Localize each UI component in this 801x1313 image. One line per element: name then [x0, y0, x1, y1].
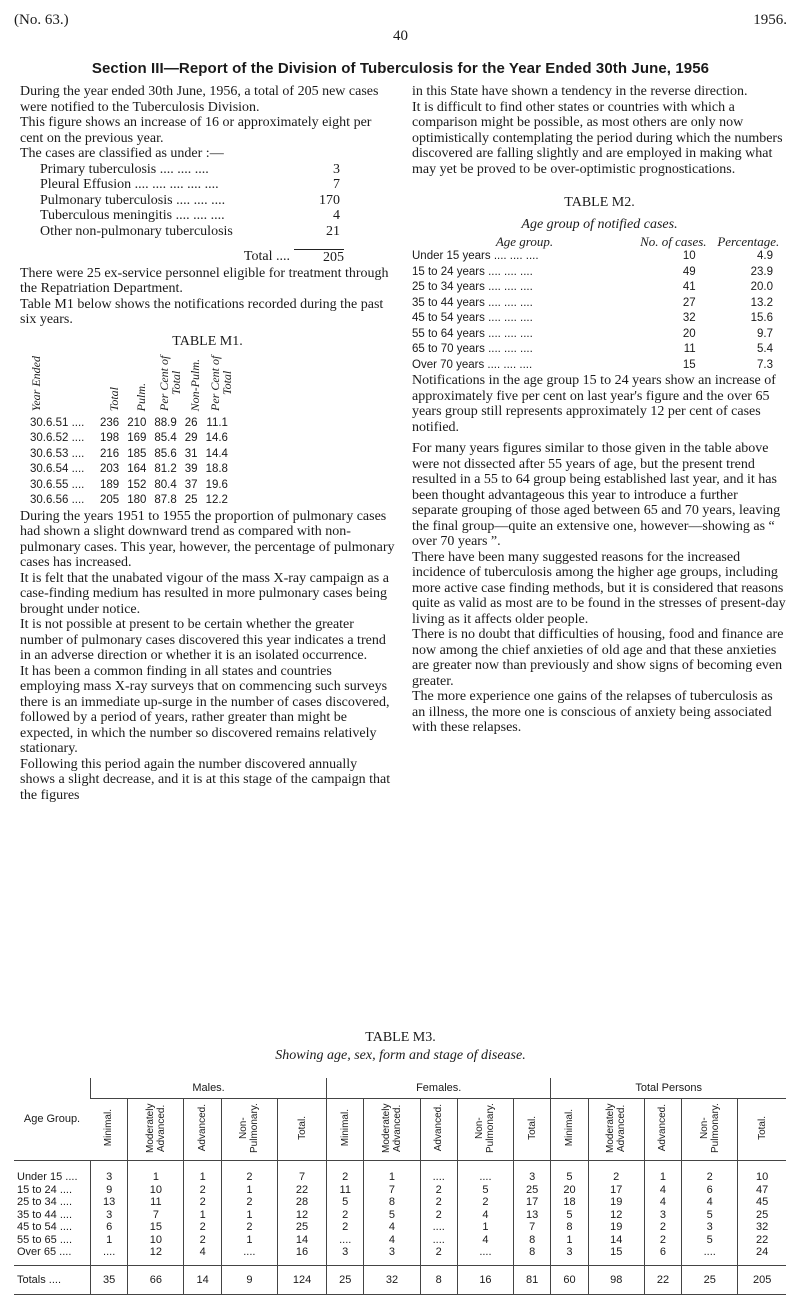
year: 1956.: [753, 12, 787, 28]
column-header: Per Cent of Total: [207, 355, 234, 411]
table-cell: 2: [588, 1161, 644, 1184]
table-cell: 2: [644, 1234, 681, 1247]
group-header-females: Females.: [327, 1078, 551, 1099]
table-cell: 5: [551, 1161, 588, 1184]
table-cell: 4: [364, 1234, 420, 1247]
table-cell: 124: [277, 1265, 326, 1294]
row-label: 25 to 34 ....: [17, 1196, 73, 1209]
table-cell: 7: [364, 1184, 420, 1197]
totals-row: [14, 1265, 786, 1294]
table-cell: 9: [91, 1184, 128, 1197]
table-row: 30.6.54 .... 203 164 81.2 39 18.8: [30, 463, 228, 475]
table-cell: 12: [277, 1209, 326, 1222]
table-cell: 5: [364, 1209, 420, 1222]
column-header: Non-Pulmonary.: [221, 1099, 277, 1161]
paragraph: It is difficult to find other states or countries with which a comparison might be possible, as most others are only now optimistically contemplating the period during which the numbers discovered are falling slightly and are employed in making what may yet be proved to be over-optimistic prognostications.: [412, 99, 783, 177]
table-cell: 2: [221, 1196, 277, 1209]
table-cell: ....: [327, 1234, 364, 1247]
table-header-row: [14, 1099, 786, 1161]
table-cell: 15: [128, 1221, 184, 1234]
list-item: Pulmonary tuberculosis .... .... .... 170: [40, 192, 340, 208]
table-cell: 25: [682, 1265, 738, 1294]
paragraph: It is felt that the unabated vigour of the mass X-ray campaign as a case-finding medium has resulted in more pulmonary cases being brought under notice.: [20, 570, 389, 617]
table-row: [14, 1234, 786, 1247]
table-row: Over 70 years .... .... .... 15 7.3: [412, 358, 773, 371]
table-m2-caption: TABLE M2.: [564, 195, 635, 210]
group-header-males: Males.: [91, 1078, 327, 1099]
table-cell: 10: [128, 1184, 184, 1197]
table-cell: 3: [91, 1161, 128, 1184]
paragraph: There have been many suggested reasons for the increased incidence of tuberculosis among the higher age groups, including more active case finding methods, but it is considered that reasons quite as valid as most are to be found in the stresses of present-day living as it affects older people.: [412, 549, 786, 627]
table-cell: 1: [221, 1184, 277, 1197]
table-m3: [14, 1078, 786, 1295]
row-label: Over 65 ....: [14, 1246, 91, 1265]
column-header: Year Ended: [29, 355, 43, 411]
table-cell: 9: [221, 1265, 277, 1294]
list-item: Other non-pulmonary tuberculosis 21: [40, 223, 340, 239]
table-cell: 10: [128, 1234, 184, 1247]
list-item: Tuberculous meningitis .... .... .... 4: [40, 208, 340, 223]
table-cell: 4: [364, 1221, 420, 1234]
paragraph: There is no doubt that difficulties of housing, food and finance are now among the chief anxieties of old age and that these anxieties are greater now than previously and show signs of becoming even greater.: [412, 627, 784, 689]
table-cell: 2: [420, 1209, 457, 1222]
table-cell: 8: [514, 1246, 551, 1265]
table-cell: 25: [327, 1265, 364, 1294]
table-cell: 32: [364, 1265, 420, 1294]
table-cell: 25: [738, 1209, 786, 1222]
classification-total: Total .... 205: [243, 249, 344, 265]
paragraph: Following this period again the number discovered annually shows a slight decrease, and it is at this stage of the campaign that the figures: [20, 756, 391, 803]
table-cell: ....: [420, 1234, 457, 1247]
table-cell: 5: [457, 1184, 513, 1197]
column-header: Age Group.: [14, 1078, 91, 1161]
table-cell: 2: [644, 1221, 681, 1234]
table-cell: 5: [327, 1196, 364, 1209]
column-header: Non-Pulmonary.: [457, 1099, 513, 1161]
table-cell: 8: [551, 1221, 588, 1234]
paragraph: Notifications in the age group 15 to 24 years show an increase of approximately five per cent on last year's figure and the over 65 years group still represents approximately 12 per cent of cases notified.: [412, 373, 776, 435]
row-label: 15 to 24 ....: [17, 1183, 73, 1196]
right-column: [412, 84, 787, 736]
table-cell: 17: [514, 1196, 551, 1209]
table-cell: 7: [514, 1221, 551, 1234]
table-cell: 5: [682, 1234, 738, 1247]
table-cell: 3: [682, 1221, 738, 1234]
paragraph: There were 25 ex-service personnel eligible for treatment through the Repatriation Department.: [20, 265, 389, 296]
left-column: [20, 84, 395, 803]
column-header: Minimal.: [327, 1099, 364, 1161]
table-cell: 2: [420, 1196, 457, 1209]
table-cell: 2: [184, 1196, 221, 1209]
column-header: Moderately Advanced.: [588, 1099, 644, 1161]
table-cell: 1: [644, 1161, 681, 1184]
table-cell: 1: [364, 1161, 420, 1184]
paragraph: Table M1 below shows the notifications recorded during the past six years.: [20, 296, 384, 327]
table-cell: 11: [327, 1184, 364, 1197]
table-row: 30.6.53 .... 216 185 85.6 31 14.4: [30, 447, 228, 460]
column-header: Advanced.: [644, 1099, 681, 1161]
column-header: Pulm.: [133, 382, 148, 411]
table-cell: 2: [184, 1184, 221, 1197]
table-cell: 66: [128, 1265, 184, 1294]
table-row: [14, 1246, 786, 1265]
table-cell: 35: [91, 1265, 128, 1294]
table-cell: 2: [184, 1221, 221, 1234]
row-label: Totals ....: [14, 1265, 91, 1294]
table-row: 30.6.55 .... 189 152 80.4 37 19.6: [30, 478, 228, 491]
table-cell: 2: [420, 1246, 457, 1265]
table-cell: 7: [277, 1161, 326, 1184]
column-header: Per Cent of Total: [156, 355, 183, 411]
paragraph: It has been a common finding in all states and countries employing mass X-ray surveys that on commencing such surveys there is an immediate up-surge in the number of cases discovered, followed by a period of years, rather greater than might be expected, in which the number so discovered remains relatively stationary.: [20, 663, 390, 756]
column-header: Minimal.: [551, 1099, 588, 1161]
table-cell: 4: [682, 1196, 738, 1209]
table-cell: 25: [514, 1184, 551, 1197]
table-cell: 3: [91, 1209, 128, 1222]
table-cell: 4: [457, 1209, 513, 1222]
page-number: 40: [393, 28, 408, 44]
table-cell: 6: [91, 1221, 128, 1234]
table-cell: 1: [551, 1234, 588, 1247]
row-label: Under 15 ....: [17, 1171, 78, 1184]
column-header: No. of cases.: [640, 234, 707, 249]
paragraph: The more experience one gains of the relapses of tuberculosis as an illness, the more one is conscious of anxiety being associated with these relapses.: [412, 689, 773, 735]
document-number: (No. 63.): [14, 12, 69, 28]
table-cell: 4: [644, 1184, 681, 1197]
table-cell: 1: [457, 1221, 513, 1234]
column-header: Percentage.: [717, 234, 780, 249]
table-cell: 3: [364, 1246, 420, 1265]
table-cell: 45: [738, 1196, 786, 1209]
table-cell: 47: [738, 1184, 786, 1197]
table-cell: 22: [644, 1265, 681, 1294]
paragraph: It is not possible at present to be certain whether the greater number of pulmonary cases discovered this year indicates a trend in an adverse direction or whether it is an isolated occurrence.: [20, 617, 386, 663]
row-label: 35 to 44 ....: [17, 1208, 73, 1221]
table-row: 30.6.51 .... 236 210 88.9 26 11.1: [30, 416, 228, 429]
table-cell: 15: [588, 1246, 644, 1265]
table-cell: 28: [277, 1196, 326, 1209]
table-cell: 16: [277, 1246, 326, 1265]
table-row: [14, 1209, 786, 1222]
table-cell: 2: [327, 1221, 364, 1234]
table-cell: 13: [91, 1196, 128, 1209]
table-cell: 13: [514, 1209, 551, 1222]
table-cell: 24: [738, 1246, 786, 1265]
table-cell: 98: [588, 1265, 644, 1294]
table-row: 25 to 34 years .... .... .... 41 20.0: [412, 281, 773, 293]
table-m1: [30, 355, 236, 509]
table-cell: 14: [277, 1234, 326, 1247]
table-cell: 60: [551, 1265, 588, 1294]
table-m1-caption: TABLE M1.: [172, 333, 243, 349]
table-cell: 10: [738, 1161, 786, 1184]
table-cell: 1: [221, 1234, 277, 1247]
table-cell: 1: [221, 1209, 277, 1222]
table-cell: ....: [457, 1161, 513, 1184]
paragraph: During the year ended 30th June, 1956, a total of 205 new cases were notified to the Tuberculosis Division.: [20, 84, 379, 115]
table-cell: 19: [588, 1196, 644, 1209]
table-row: Under 15 years .... .... .... 10 4.9: [412, 250, 773, 262]
column-header: Total: [106, 386, 121, 411]
column-header: Non-Pulm.: [188, 358, 203, 411]
paragraph: During the years 1951 to 1955 the proportion of pulmonary cases had shown a slight downward trend as compared with non-pulmonary cases. This year, however, the percentage of pulmonary cases has increased.: [20, 508, 395, 570]
table-cell: 22: [738, 1234, 786, 1247]
table-cell: 205: [738, 1265, 786, 1294]
column-header: Non-Pulmonary.: [682, 1099, 738, 1161]
section-title: Section III—Report of the Division of Tuberculosis for the Year Ended 30th June, 1956: [91, 60, 710, 77]
column-header: Age group.: [495, 234, 554, 249]
table-row: [14, 1221, 786, 1234]
table-cell: 4: [457, 1234, 513, 1247]
table-cell: 8: [514, 1234, 551, 1247]
table-cell: 22: [277, 1184, 326, 1197]
table-cell: ....: [420, 1221, 457, 1234]
table-cell: 6: [682, 1184, 738, 1197]
table-cell: 4: [184, 1246, 221, 1265]
table-cell: 5: [682, 1209, 738, 1222]
column-header: Advanced.: [420, 1099, 457, 1161]
table-cell: 14: [588, 1234, 644, 1247]
paragraph: This figure shows an increase of 16 or approximately eight per cent on the previous year.: [20, 115, 372, 146]
table-cell: 2: [327, 1161, 364, 1184]
list-item: Primary tuberculosis .... .... .... 3: [40, 161, 340, 177]
table-cell: 2: [221, 1161, 277, 1184]
table-cell: 2: [327, 1209, 364, 1222]
group-header-total-persons: Total Persons: [551, 1078, 786, 1099]
table-cell: 5: [551, 1209, 588, 1222]
column-header: Moderately Advanced.: [364, 1099, 420, 1161]
table-m3-subtitle: Showing age, sex, form and stage of disease.: [275, 1048, 526, 1063]
column-header: Minimal.: [91, 1099, 128, 1161]
table-header-row: [30, 355, 236, 416]
table-row: 30.6.52 .... 198 169 85.4 29 14.6: [30, 432, 228, 444]
table-cell: 12: [588, 1209, 644, 1222]
table-row: 15 to 24 years .... .... .... 49 23.9: [412, 265, 773, 278]
table-cell: ....: [682, 1246, 738, 1265]
table-cell: 4: [644, 1196, 681, 1209]
table-cell: 19: [588, 1221, 644, 1234]
table-cell: 7: [128, 1209, 184, 1222]
table-cell: 1: [184, 1161, 221, 1184]
table-cell: 2: [221, 1221, 277, 1234]
page-header: [14, 12, 787, 48]
table-cell: 11: [128, 1196, 184, 1209]
table-row: 30.6.56 .... 205 180 87.8 25 12.2: [30, 494, 228, 506]
column-header: Total.: [277, 1099, 326, 1161]
table-cell: 8: [364, 1196, 420, 1209]
row-label: 55 to 65 ....: [17, 1233, 73, 1246]
table-cell: 3: [644, 1209, 681, 1222]
table-cell: 2: [184, 1234, 221, 1247]
table-m3-body: [14, 1161, 786, 1295]
table-cell: 1: [91, 1234, 128, 1247]
table-cell: ....: [91, 1246, 128, 1265]
table-m2-subtitle: Age group of notified cases.: [521, 216, 678, 232]
table-cell: 20: [551, 1184, 588, 1197]
table-cell: 32: [738, 1221, 786, 1234]
table-cell: 2: [420, 1184, 457, 1197]
table-m3-section: [0, 1030, 801, 1286]
table-row: 45 to 54 years .... .... .... 32 15.6: [412, 312, 773, 324]
table-cell: 25: [277, 1221, 326, 1234]
table-cell: 14: [184, 1265, 221, 1294]
table-cell: 8: [420, 1265, 457, 1294]
table-group-header-row: [14, 1078, 786, 1099]
classification-list: [40, 162, 395, 240]
table-cell: 3: [327, 1246, 364, 1265]
table-m3-caption: TABLE M3.: [365, 1030, 436, 1045]
list-item: Pleural Effusion .... .... .... .... .... 7: [40, 177, 340, 192]
table-cell: 81: [514, 1265, 551, 1294]
table-cell: ....: [420, 1161, 457, 1184]
table-row: 35 to 44 years .... .... .... 27 13.2: [412, 296, 773, 309]
table-row: 55 to 64 years .... .... .... 20 9.7: [412, 327, 773, 340]
table-cell: 1: [184, 1209, 221, 1222]
column-header: Total.: [738, 1099, 786, 1161]
table-m2: [412, 234, 787, 373]
paragraph: The cases are classified as under :—: [20, 146, 224, 161]
table-cell: 2: [457, 1196, 513, 1209]
column-header: Advanced.: [184, 1099, 221, 1161]
table-cell: ....: [221, 1246, 277, 1265]
table-row: [14, 1196, 786, 1209]
table-cell: ....: [457, 1246, 513, 1265]
table-cell: 16: [457, 1265, 513, 1294]
paragraph: in this State have shown a tendency in the reverse direction.: [412, 84, 748, 99]
table-cell: 3: [551, 1246, 588, 1265]
table-cell: 1: [128, 1161, 184, 1184]
table-header-row: [412, 234, 787, 249]
column-header: Total.: [514, 1099, 551, 1161]
column-header: Moderately Advanced.: [128, 1099, 184, 1161]
table-cell: 6: [644, 1246, 681, 1265]
table-row: 65 to 70 years .... .... .... 11 5.4: [412, 343, 773, 355]
table-cell: 3: [514, 1161, 551, 1184]
table-cell: 2: [682, 1161, 738, 1184]
table-cell: 12: [128, 1246, 184, 1265]
row-label: 45 to 54 ....: [17, 1221, 73, 1234]
table-row: [14, 1161, 786, 1184]
table-cell: 18: [551, 1196, 588, 1209]
table-row: [14, 1184, 786, 1197]
table-cell: 17: [588, 1184, 644, 1197]
paragraph: For many years figures similar to those given in the table above were not dissected after 55 years of age, but the present trend resulted in a 55 to 64 group being established last year, and it has been thought advantageous this year to introduce a further separate grouping of those aged between 65 and 70 years, leaving the final group—quite an extensive one, however—showing as “ over 70 years ”.: [412, 441, 781, 549]
